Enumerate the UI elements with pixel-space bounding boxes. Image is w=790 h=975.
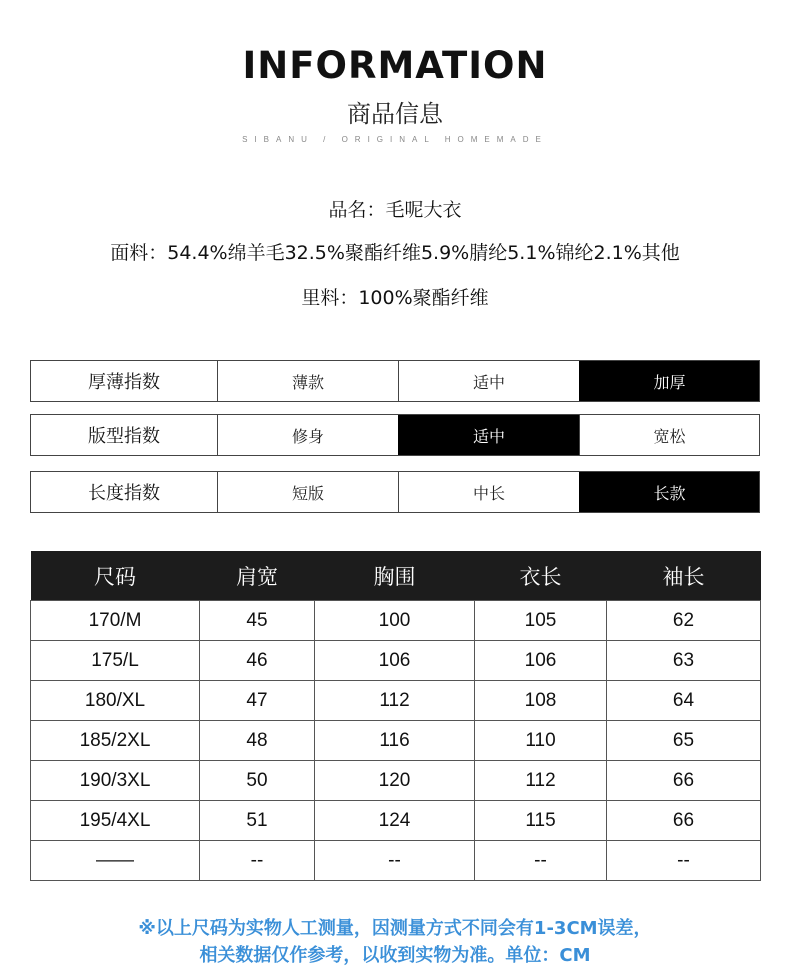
table-row	[31, 641, 761, 681]
table-cell: 185/2XL	[31, 721, 200, 761]
table-cell: 106	[475, 641, 607, 681]
thickness-option-medium: 适中	[398, 361, 579, 401]
table-cell: 66	[607, 761, 761, 801]
table-row	[31, 601, 761, 641]
table-cell: --	[315, 841, 475, 881]
table-cell: 64	[607, 681, 761, 721]
table-cell: 106	[315, 641, 475, 681]
lining-composition: 里料：100%聚酯纤维	[301, 287, 489, 309]
table-cell: 175/L	[31, 641, 200, 681]
header-shoulder: 肩宽	[200, 551, 315, 601]
thickness-index-row	[30, 360, 760, 402]
fit-option-slim: 修身	[217, 415, 398, 455]
table-cell: --	[475, 841, 607, 881]
table-cell: 66	[607, 801, 761, 841]
product-name: 品名：毛呢大衣	[328, 199, 462, 221]
size-table	[30, 551, 761, 881]
table-cell: 110	[475, 721, 607, 761]
fabric-composition: 面料：54.4%绵羊毛32.5%聚酯纤维5.9%腈纶5.1%锦纶2.1%其他	[110, 242, 680, 264]
fit-option-regular: 适中	[398, 415, 579, 455]
table-cell: 108	[475, 681, 607, 721]
length-option-long: 长款	[579, 472, 759, 512]
header-length: 衣长	[475, 551, 607, 601]
measurement-note-line1: ※以上尺码为实物人工测量，因测量方式不同会有1-3CM误差，	[138, 918, 652, 939]
length-index-row	[30, 471, 760, 513]
table-cell: 115	[475, 801, 607, 841]
table-row	[31, 681, 761, 721]
fit-index-row	[30, 414, 760, 456]
table-cell: 120	[315, 761, 475, 801]
table-cell: 170/M	[31, 601, 200, 641]
table-cell: 112	[315, 681, 475, 721]
thickness-option-thin: 薄款	[217, 361, 398, 401]
title-en: INFORMATION	[242, 44, 548, 87]
brand-subtitle: SIBANU / ORIGINAL HOMEMADE	[242, 135, 548, 144]
table-row	[31, 801, 761, 841]
table-cell: ——	[31, 841, 200, 881]
table-row	[31, 841, 761, 881]
table-row	[31, 721, 761, 761]
header-chest: 胸围	[315, 551, 475, 601]
thickness-option-thick: 加厚	[579, 361, 759, 401]
table-cell: 45	[200, 601, 315, 641]
table-cell: 50	[200, 761, 315, 801]
table-cell: 100	[315, 601, 475, 641]
table-cell: 190/3XL	[31, 761, 200, 801]
table-cell: 51	[200, 801, 315, 841]
table-cell: 62	[607, 601, 761, 641]
table-row	[31, 761, 761, 801]
table-cell: 116	[315, 721, 475, 761]
size-table-header	[31, 551, 761, 601]
title-cn: 商品信息	[347, 100, 443, 128]
table-cell: 112	[475, 761, 607, 801]
table-cell: 105	[475, 601, 607, 641]
table-cell: 46	[200, 641, 315, 681]
fit-index-label: 版型指数	[88, 426, 160, 447]
header-size: 尺码	[31, 551, 200, 601]
table-cell: --	[200, 841, 315, 881]
length-option-mid: 中长	[398, 472, 579, 512]
table-cell: 180/XL	[31, 681, 200, 721]
table-cell: 63	[607, 641, 761, 681]
length-index-label: 长度指数	[88, 483, 160, 504]
header-sleeve: 袖长	[607, 551, 761, 601]
length-option-short: 短版	[217, 472, 398, 512]
table-cell: 47	[200, 681, 315, 721]
fit-option-loose: 宽松	[579, 415, 759, 455]
measurement-note-line2: 相关数据仅作参考，以收到实物为准。单位：CM	[199, 945, 591, 966]
table-cell: 65	[607, 721, 761, 761]
table-cell: 48	[200, 721, 315, 761]
table-cell: 195/4XL	[31, 801, 200, 841]
table-cell: 124	[315, 801, 475, 841]
thickness-index-label: 厚薄指数	[88, 372, 160, 393]
table-cell: --	[607, 841, 761, 881]
